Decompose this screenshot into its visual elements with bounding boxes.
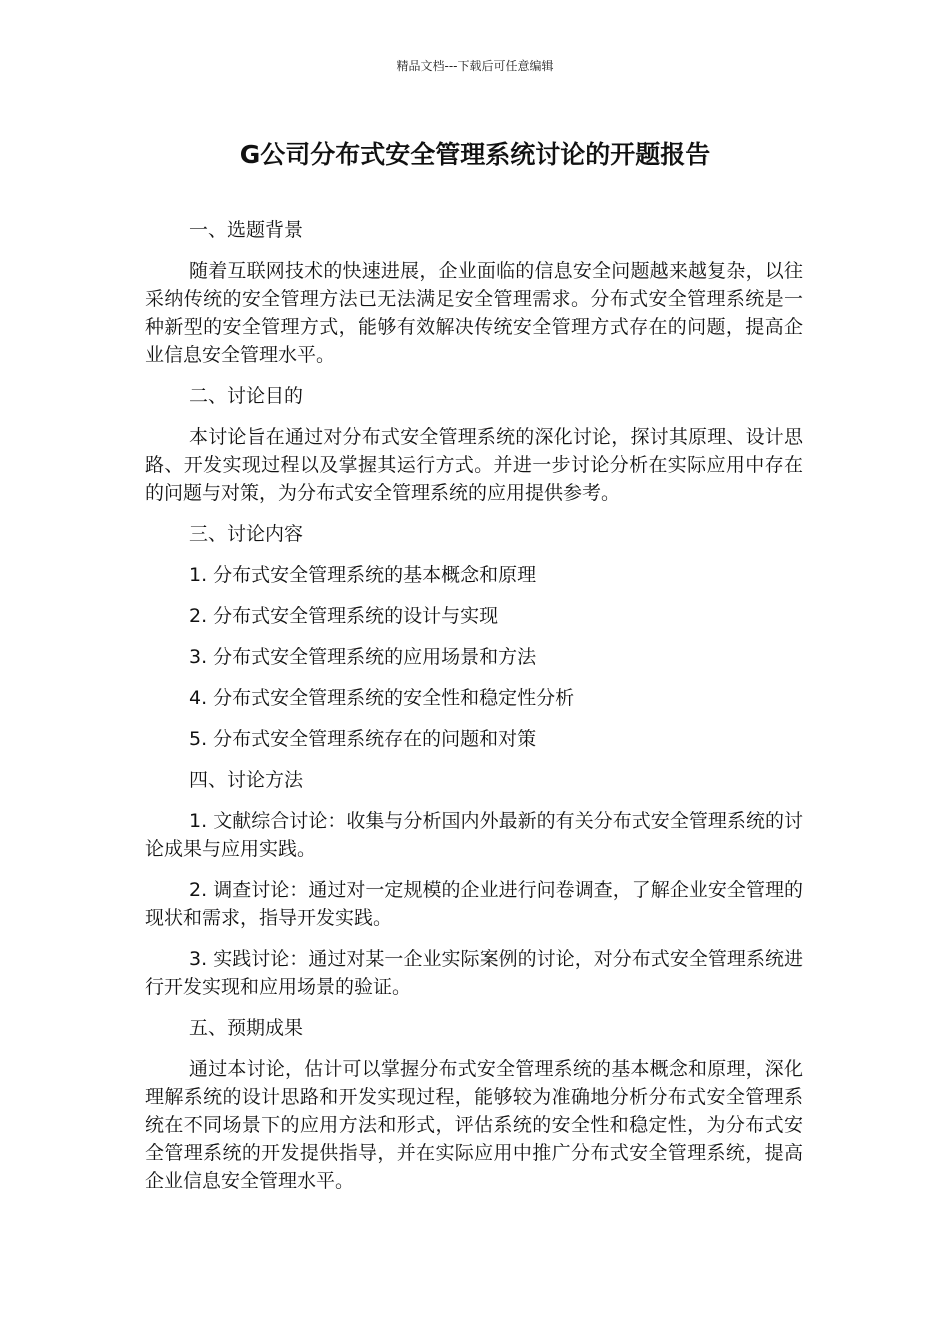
section-purpose <box>145 382 803 507</box>
paragraph: 本讨论旨在通过对分布式安全管理系统的深化讨论，探讨其原理、设计思路、开发实现过程以及掌握其运行方式。并进一步讨论分析在实际应用中存在的问题与对策，为分布式安全管理系统的应用提供参考。 <box>145 426 803 504</box>
list-item: 4. 分布式安全管理系统的安全性和稳定性分析 <box>189 687 575 709</box>
list-item: 3. 实践讨论：通过对某一企业实际案例的讨论，对分布式安全管理系统进行开发实现和应用场景的验证。 <box>145 948 803 998</box>
section-content <box>145 520 803 753</box>
document-title: G公司分布式安全管理系统讨论的开题报告 <box>239 140 711 169</box>
section-methods <box>145 766 803 1001</box>
list-item: 1. 文献综合讨论：收集与分析国内外最新的有关分布式安全管理系统的讨论成果与应用实践。 <box>145 810 803 860</box>
paragraph: 通过本讨论，估计可以掌握分布式安全管理系统的基本概念和原理，深化理解系统的设计思路和开发实现过程，能够较为准确地分析分布式安全管理系统在不同场景下的应用方法和形式，评估系统的安全性和稳定性，为分布式安全管理系统的开发提供指导，并在实际应用中推广分布式安全管理系统，提高企业信息安全管理水平。 <box>145 1058 803 1192</box>
paragraph: 随着互联网技术的快速进展，企业面临的信息安全问题越来越复杂，以往采纳传统的安全管理方法已无法满足安全管理需求。分布式安全管理系统是一种新型的安全管理方式，能够有效解决传统安全管理方式存在的问题，提高企业信息安全管理水平。 <box>145 260 803 366</box>
list-item: 5. 分布式安全管理系统存在的问题和对策 <box>189 728 537 750</box>
list-item: 3. 分布式安全管理系统的应用场景和方法 <box>189 646 537 668</box>
section-heading: 五、预期成果 <box>189 1017 304 1039</box>
section-expected-results <box>145 1014 803 1195</box>
list-item: 2. 调查讨论：通过对一定规模的企业进行问卷调查，了解企业安全管理的现状和需求，指导开发实践。 <box>145 879 803 929</box>
page-header: 精品文档---下载后可任意编辑 <box>396 59 554 73</box>
document-body <box>145 216 803 1208</box>
list-item: 2. 分布式安全管理系统的设计与实现 <box>189 605 499 627</box>
list-item: 1. 分布式安全管理系统的基本概念和原理 <box>189 564 537 586</box>
section-heading: 一、选题背景 <box>189 219 304 241</box>
section-heading: 二、讨论目的 <box>189 385 304 407</box>
section-heading: 三、讨论内容 <box>189 523 304 545</box>
section-background <box>145 216 803 369</box>
section-heading: 四、讨论方法 <box>189 769 304 791</box>
